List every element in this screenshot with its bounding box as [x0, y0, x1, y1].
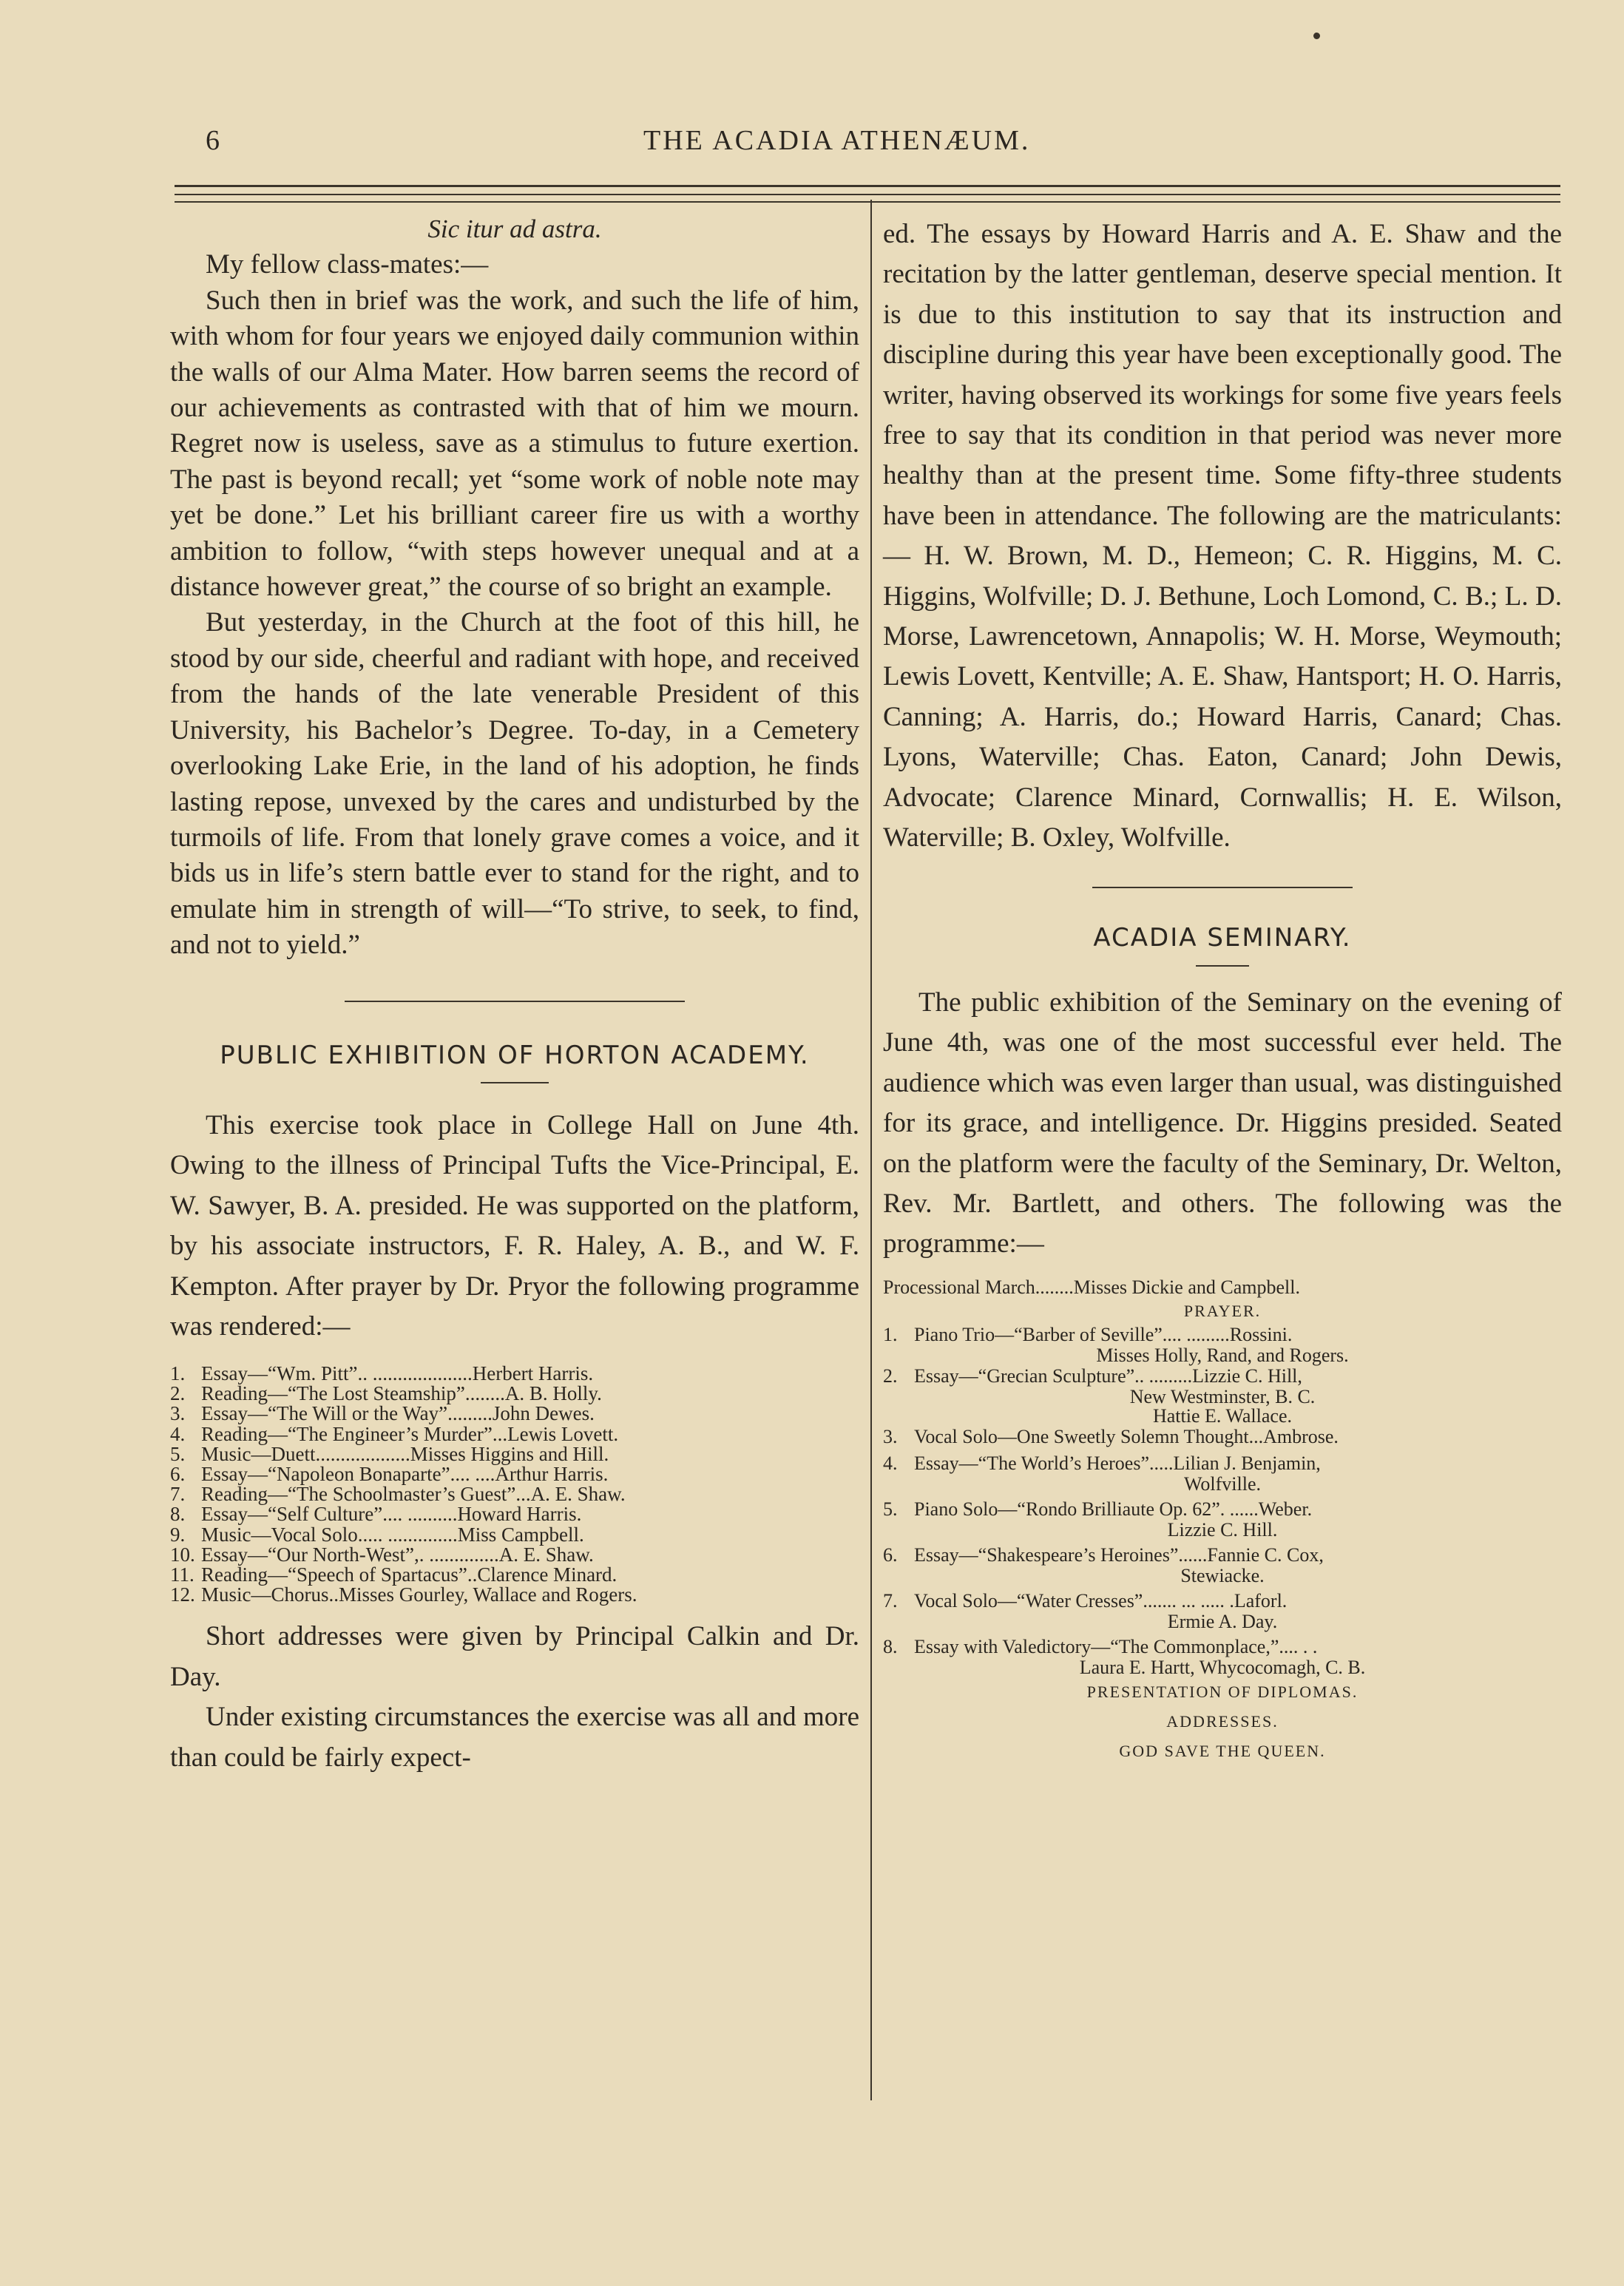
- page-number: 6: [206, 125, 220, 156]
- list-item: 1. Essay—“Wm. Pitt”.. ....................Herbert Harris.: [170, 1362, 594, 1384]
- horton-heading: PUBLIC EXHIBITION OF HORTON ACADEMY.: [220, 1040, 810, 1070]
- list-item: 1. Piano Trio—“Barber of Seville”.... .........Rossini.: [883, 1323, 1293, 1345]
- list-item: 4. Essay—“The World’s Heroes”.....Lilian J. Benjamin,: [883, 1452, 1321, 1474]
- list-item-detail: Wolfville.: [1183, 1472, 1262, 1495]
- list-item: 12. Music—Chorus..Misses Gourley, Wallace and Rogers.: [170, 1583, 637, 1606]
- list-item: 5. Piano Solo—“Rondo Brilliaute Op. 62”. ......Weber.: [883, 1498, 1313, 1520]
- list-item: 5. Music—Duett...................Misses Higgins and Hill.: [170, 1442, 609, 1465]
- list-item: 2. Essay—“Grecian Sculpture”.. .........Lizzie C. Hill,: [883, 1365, 1302, 1387]
- list-item: 2. Reading—“The Lost Steamship”........A. B. Holly.: [170, 1382, 602, 1405]
- column-divider-lower: [870, 1183, 872, 2100]
- header-rule-bottom-2: [175, 201, 1560, 203]
- header-rule-bottom: [175, 194, 1560, 195]
- list-item: 6. Essay—“Shakespeare’s Heroines”......Fannie C. Cox,: [883, 1543, 1324, 1566]
- list-item: 11. Reading—“Speech of Spartacus”..Clarence Minard.: [170, 1563, 618, 1586]
- left-column: [170, 212, 859, 1778]
- ink-speck: [1313, 33, 1320, 39]
- closing-paragraph-2: Under existing circumstances the exercise was all and more than could be fairly expect-: [170, 1702, 859, 1773]
- column-divider: [870, 200, 872, 1353]
- anthem: GOD SAVE THE QUEEN.: [1119, 1741, 1326, 1760]
- list-item: 6. Essay—“Napoleon Bonaparte”.... ....Arthur Harris.: [170, 1462, 609, 1485]
- seminary-heading: ACADIA SEMINARY.: [1093, 922, 1352, 953]
- closing-paragraph-1: Short addresses were given by Principal Calkin and Dr. Day.: [170, 1621, 859, 1692]
- processional: Processional March........Misses Dickie and Campbell.: [883, 1276, 1300, 1298]
- list-item: 9. Music—Vocal Solo..... ..............Miss Campbell.: [170, 1523, 584, 1546]
- addresses: ADDRESSES.: [1166, 1711, 1279, 1731]
- list-item: 8. Essay—“Self Culture”.... ..........Howard Harris.: [170, 1503, 582, 1526]
- section-divider: [345, 1001, 685, 1002]
- tribute-paragraph-1: Such then in brief was the work, and such the life of him, with whom for four years we enjoyed daily communion within the walls of our Alma Mater. How barren seems the record of our achievements as contrasted with that of him we mourn. Regret now is useless, save as a stimulus to future exertion. The past is beyond recall; yet “some work of noble note may yet be done.” Let his brilliant career fire us with a worthy ambition to follow, “with steps however unequal and at a distance however great,” the course of so bright an example.: [170, 285, 859, 603]
- right-column: [883, 214, 1562, 1766]
- list-item-detail: Laura E. Hartt, Whycocomagh, C. B.: [1079, 1656, 1366, 1678]
- heading-underline: [1196, 965, 1249, 967]
- list-item: 4. Reading—“The Engineer’s Murder”...Lewis Lovett.: [170, 1422, 619, 1445]
- salutation: My fellow class-mates:—: [206, 249, 489, 280]
- list-item: 3. Essay—“The Will or the Way”.........John Dewes.: [170, 1402, 595, 1425]
- header-rule-top: [175, 185, 1560, 187]
- list-item-detail: Hattie E. Wallace.: [1152, 1404, 1292, 1427]
- list-item: 10. Essay—“Our North-West”,. ..............A. E. Shaw.: [170, 1543, 594, 1566]
- page-title: THE ACADIA ATHENÆUM.: [643, 125, 1031, 156]
- motto: Sic itur ad astra.: [427, 214, 602, 243]
- list-item: 7. Vocal Solo—“Water Cresses”....... ... ..... .Laforl.: [883, 1589, 1288, 1612]
- section-divider: [1092, 887, 1353, 888]
- prayer: PRAYER.: [1183, 1301, 1262, 1320]
- heading-underline: [481, 1082, 549, 1083]
- list-item: 8. Essay with Valedictory—“The Commonplace,”.... . .: [883, 1635, 1318, 1657]
- presentation-of-diplomas: PRESENTATION OF DIPLOMAS.: [1086, 1682, 1359, 1701]
- horton-programme: [170, 1364, 859, 1605]
- seminary-programme: [883, 1276, 1562, 1766]
- continuation-paragraph: ed. The essays by Howard Harris and A. E. Shaw and the recitation by the latter gentleman, deserve special mention. It is due to this institution to say that its instruction and discipline during this year have been exceptionally good. The writer, having observed its workings for some five years feels free to say that its condition in that period was never more healthy than at the present time. Some fifty-three students have been in attendance. The following are the matriculants:— H. W. Brown, M. D., Hemeon; C. R. Higgins, M. C. Higgins, Wolfville; D. J. Bethune, Loch Lomond, C. B.; L. D. Morse, Lawrencetown, Annapolis; W. H. Morse, Weymouth; Lewis Lovett, Kentville; A. E. Shaw, Hantsport; H. O. Harris, Canning; A. Harris, do.; Howard Harris, Canard; Chas. Lyons, Waterville; Chas. Eaton, Canard; John Dewis, Advocate; Clarence Minard, Cornwallis; H. E. Wilson, Waterville; B. Oxley, Wolfville.: [883, 219, 1562, 853]
- list-item-detail: Ermie A. Day.: [1167, 1610, 1278, 1632]
- page-header: [0, 0, 1624, 192]
- list-item-detail: Stewiacke.: [1180, 1564, 1265, 1586]
- horton-intro: This exercise took place in College Hall on June 4th. Owing to the illness of Principal Tufts the Vice-Principal, E. W. Sawyer, B. A. presided. He was supported on the platform, by his associate instructors, F. R. Haley, A. B., and W. F. Kempton. After prayer by Dr. Pryor the following programme was rendered:—: [170, 1109, 859, 1342]
- list-item-detail: New Westminster, B. C.: [1129, 1385, 1316, 1407]
- seminary-intro: The public exhibition of the Seminary on the evening of June 4th, was one of the most successful ever held. The audience which was even larger than usual, was distinguished for its grace, and intelligence. Dr. Higgins presided. Seated on the platform were the faculty of the Seminary, Dr. Welton, Rev. Mr. Bartlett, and others. The following was the programme:—: [883, 987, 1562, 1259]
- list-item: 7. Reading—“The Schoolmaster’s Guest”...A. E. Shaw.: [170, 1483, 626, 1506]
- list-item: 3. Vocal Solo—One Sweetly Solemn Thought...Ambrose.: [883, 1425, 1339, 1447]
- list-item-detail: Lizzie C. Hill.: [1167, 1518, 1278, 1541]
- tribute-paragraph-2: But yesterday, in the Church at the foot of this hill, he stood by our side, cheerful and radiant with hope, and received from the hands of the late venerable President of this University, his Bachelor’s Degree. To-day, in a Cemetery overlooking Lake Erie, in the land of his adoption, he finds lasting repose, unvexed by the cares and undisturbed by the turmoils of life. From that lonely grave comes a voice, and it bids us in life’s stern battle ever to stand for the right, and to emulate him in strength of will—“To strive, to seek, to find, and not to yield.”: [170, 607, 859, 961]
- list-item-detail: Misses Holly, Rand, and Rogers.: [1096, 1344, 1349, 1366]
